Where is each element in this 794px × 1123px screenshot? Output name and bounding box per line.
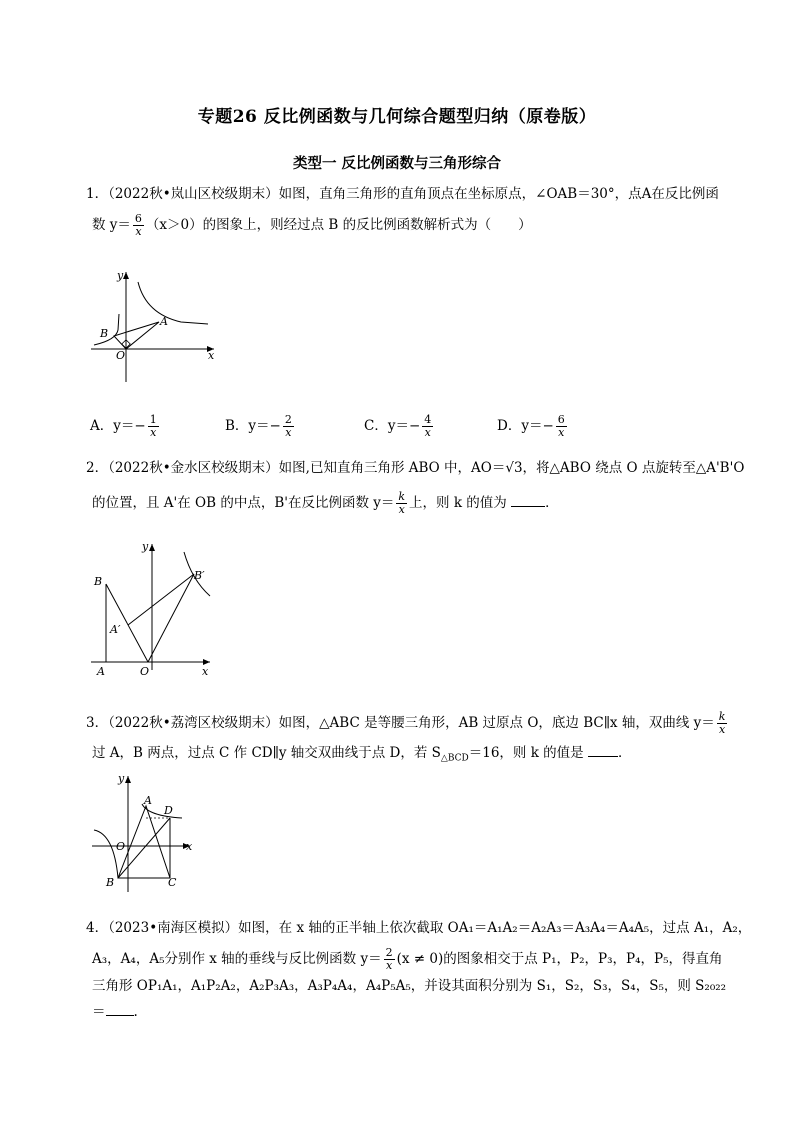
q3-label-C: C (168, 876, 177, 889)
q4-line2: A₃，A₄，A₅分别作 x 轴的垂线与反比例函数 y＝ $\frac{2}{x}$ (x ≠ 0)的图象相交于点 P₁，P₂，P₃，P₄，P₅，得直角 (92, 946, 723, 972)
q2-line1: 2．（2022秋•金水区校级期末）如图,已知直角三角形 ABO 中，AO＝√3，将△ABO 绕点 O 点旋转至△A'B'O (86, 460, 745, 476)
q3-label-B: B (106, 876, 115, 889)
q2-figure (86, 538, 226, 678)
q2-label-y: y (142, 540, 149, 553)
q1-option-d: D．y＝− $\frac{6}{x}$ (497, 413, 565, 439)
q3-line1: 3．（2022秋•荔湾区校级期末）如图，△ABC 是等腰三角形，AB 过原点 O，底边 BC∥x 轴，双曲线 y＝ $\frac{k}{x}$ (86, 710, 726, 736)
q2-label-B1: B′ (194, 569, 205, 582)
q4-line1: 4．（2023•南海区模拟）如图，在 x 轴的正半轴上依次截取 OA₁＝A₁A₂＝A₂A₃＝A₃A₄＝A₄A₅，过点 A₁，A₂， (86, 920, 752, 936)
page-title: 专题26 反比例函数与几何综合题型归纳（原卷版） (197, 107, 597, 127)
q3-label-O: O (116, 840, 126, 853)
q2-label-A1: A′ (110, 623, 121, 636)
q4-line4: ＝ . (92, 1001, 138, 1022)
q3-figure (86, 770, 206, 900)
q2-label-O: O (140, 665, 150, 678)
q3-answer-blank[interactable] (588, 742, 618, 757)
q1-label-O: O (116, 349, 126, 362)
q1-option-b: B．y＝− $\frac{2}{x}$ (225, 413, 292, 439)
q1-option-c: C．y＝− $\frac{4}{x}$ (364, 413, 432, 439)
q3-label-D: D (164, 804, 173, 817)
q2-line2: 的位置，且 A'在 OB 的中点，B'在反比例函数 y＝ $\frac{k}{x}$ 上，则 k 的值为 ． (92, 490, 559, 516)
q1-line1: 1．（2022秋•岚山区校级期末）如图，直角三角形的直角顶点在坐标原点，∠OAB＝30°，点A在反比例函 (86, 186, 719, 202)
q1-label-y: y (117, 269, 124, 282)
q3-line2: 过 A，B 两点，过点 C 作 CD∥y 轴交双曲线于点 D，若 $S_{\triangle BCD}=16$，则 k 的值是 ． (92, 742, 631, 769)
q2-label-B: B (94, 575, 103, 588)
q1-label-x: x (208, 349, 215, 362)
q2-answer-blank[interactable] (511, 492, 545, 507)
q1-label-B: B (100, 327, 109, 340)
q4-answer-blank[interactable] (106, 1001, 134, 1016)
q3-label-x: x (186, 840, 193, 853)
q2-label-x: x (202, 665, 209, 678)
section-heading: 类型一 反比例函数与三角形综合 (292, 155, 502, 172)
q3-label-A: A (144, 794, 152, 807)
q2-label-A: A (97, 665, 105, 678)
q1-figure (86, 262, 226, 387)
q3-label-y: y (118, 772, 125, 785)
q1-option-a: A．y＝− $\frac{1}{x}$ (90, 413, 157, 439)
q1-line2: 数 y＝ $\frac{6}{x}$ （x＞0）的图象上，则经过点 B 的反比例函数解析式为（ ） (92, 212, 532, 238)
q1-label-A: A (160, 315, 168, 328)
q4-line3: 三角形 OP₁A₁，A₁P₂A₂，A₂P₃A₃，A₃P₄A₄，A₄P₅A₅，并设其面积分别为 S₁，S₂，S₃，S₄，S₅，则 S₂₀₂₂ (92, 978, 727, 994)
